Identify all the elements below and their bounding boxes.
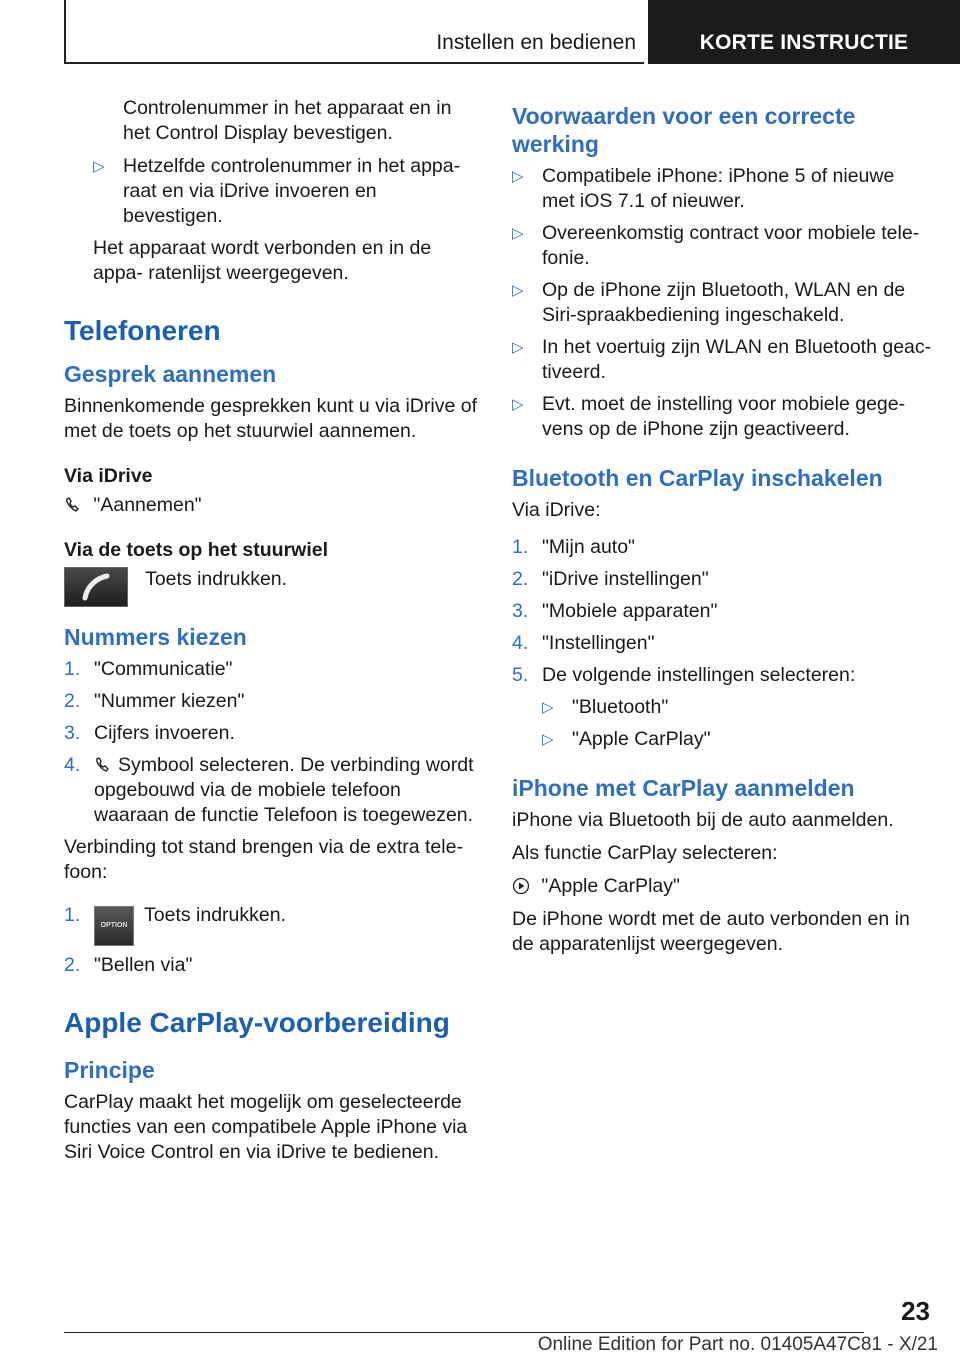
header-chapter: KORTE INSTRUCTIE (648, 0, 960, 64)
list-item: 2. "Nummer kiezen" (64, 690, 245, 712)
steering-phone-button-icon (64, 567, 128, 607)
left-column (64, 96, 478, 1173)
footer-divider (64, 1332, 864, 1333)
intro-result: Het apparaat wordt verbonden en in de appa- ratenlijst weergegeven. (93, 237, 432, 284)
list-item: ▷ Compatibele iPhone: iPhone 5 of nieuwe met iOS 7.1 of nieuwer. (512, 165, 895, 212)
aanmelden-3: De iPhone wordt met de auto verbonden en in de apparatenlijst weergegeven. (512, 908, 910, 955)
aanmelden-1: iPhone via Bluetooth bij de auto aanmelden. (512, 809, 894, 831)
list-item: 1. OPTION Toets indrukken. (64, 903, 478, 946)
carplay-play-icon (512, 877, 530, 895)
via-idrive-label: Via iDrive (64, 465, 153, 487)
heading-gesprek: Gesprek aannemen (64, 361, 277, 387)
aanmelden-2: Als functie CarPlay selecteren: (512, 842, 778, 864)
list-item: ▷ Hetzelfde controlenummer in het appa- raat en via iDrive invoeren en bevestigen. (93, 155, 461, 227)
heading-aanmelden: iPhone met CarPlay aanmelden (512, 775, 855, 801)
right-column (512, 96, 932, 965)
header-section: Instellen en bedienen (436, 31, 636, 54)
list-item: 2. "iDrive instellingen" (512, 568, 709, 590)
verbinding-text: Verbinding tot stand brengen via de extra tele- foon: (64, 836, 463, 883)
list-item: ▷ Evt. moet de instelling voor mobiele gege- vens op de iPhone zijn geactiveerd. (512, 393, 906, 440)
list-item: 3. Cijfers invoeren. (64, 722, 235, 744)
heading-principe: Principe (64, 1057, 155, 1083)
heading-bluetooth: Bluetooth en CarPlay inschakelen (512, 465, 883, 491)
list-item: 2. "Bellen via" (64, 954, 193, 976)
list-item: 1. "Mijn auto" (512, 536, 635, 558)
heading-carplay-voorbereiding: Apple CarPlay-voorbereiding (64, 1007, 450, 1038)
footer-edition: Online Edition for Part no. 01405A47C81 - X/21 (537, 1334, 938, 1355)
heading-telefoneren: Telefoneren (64, 315, 221, 346)
option-button-icon: OPTION (94, 906, 134, 946)
list-item: 5. De volgende instellingen selecteren: (512, 664, 856, 686)
page-number: 23 (901, 1296, 930, 1326)
via-toets-label: Via de toets op het stuurwiel (64, 539, 329, 561)
header-underline (64, 62, 644, 64)
principe-text: CarPlay maakt het mogelijk om geselecteerde functies van een compatibele Apple iPhone via Siri Voice Control en via iDrive te bedienen. (64, 1091, 468, 1163)
triangle-bullet-icon: ▷ (93, 158, 105, 175)
phone-icon (64, 496, 82, 514)
gesprek-text: Binnenkomende gesprekken kunt u via iDrive of met de toets op het stuurwiel aannemen. (64, 395, 477, 442)
heading-voorwaarden: Voorwaarden voor een correcte werking (512, 103, 856, 157)
heading-nummers: Nummers kiezen (64, 624, 247, 650)
phone-icon (94, 756, 112, 774)
list-item: 3. "Mobiele apparaten" (512, 600, 718, 622)
toets-line: Toets indrukken. (64, 567, 478, 607)
list-item: ▷ In het voertuig zijn WLAN en Bluetooth geac- tiveerd. (512, 336, 932, 383)
list-item: ▷ Overeenkomstig contract voor mobiele tele- fonie. (512, 222, 920, 269)
intro-line: Controlenummer in het apparaat en in het Control Display bevestigen. (123, 97, 452, 144)
via-idrive-text: Via iDrive: (512, 499, 601, 521)
list-item: 4. Symbool selecteren. De verbinding wordt opgebouwd via de mobiele telefoon waaraan de functie Telefoon is toegewezen. (64, 754, 474, 826)
list-item: 1. "Communicatie" (64, 658, 233, 680)
list-item: ▷ "Bluetooth" (542, 696, 669, 718)
list-item: ▷ Op de iPhone zijn Bluetooth, WLAN en de Siri-spraakbediening ingeschakeld. (512, 279, 906, 326)
list-item: 4. "Instellingen" (512, 632, 655, 654)
apple-carplay-line: "Apple CarPlay" (512, 874, 932, 899)
aannemen-line: "Aannemen" (64, 493, 478, 518)
list-item: ▷ "Apple CarPlay" (542, 728, 711, 750)
